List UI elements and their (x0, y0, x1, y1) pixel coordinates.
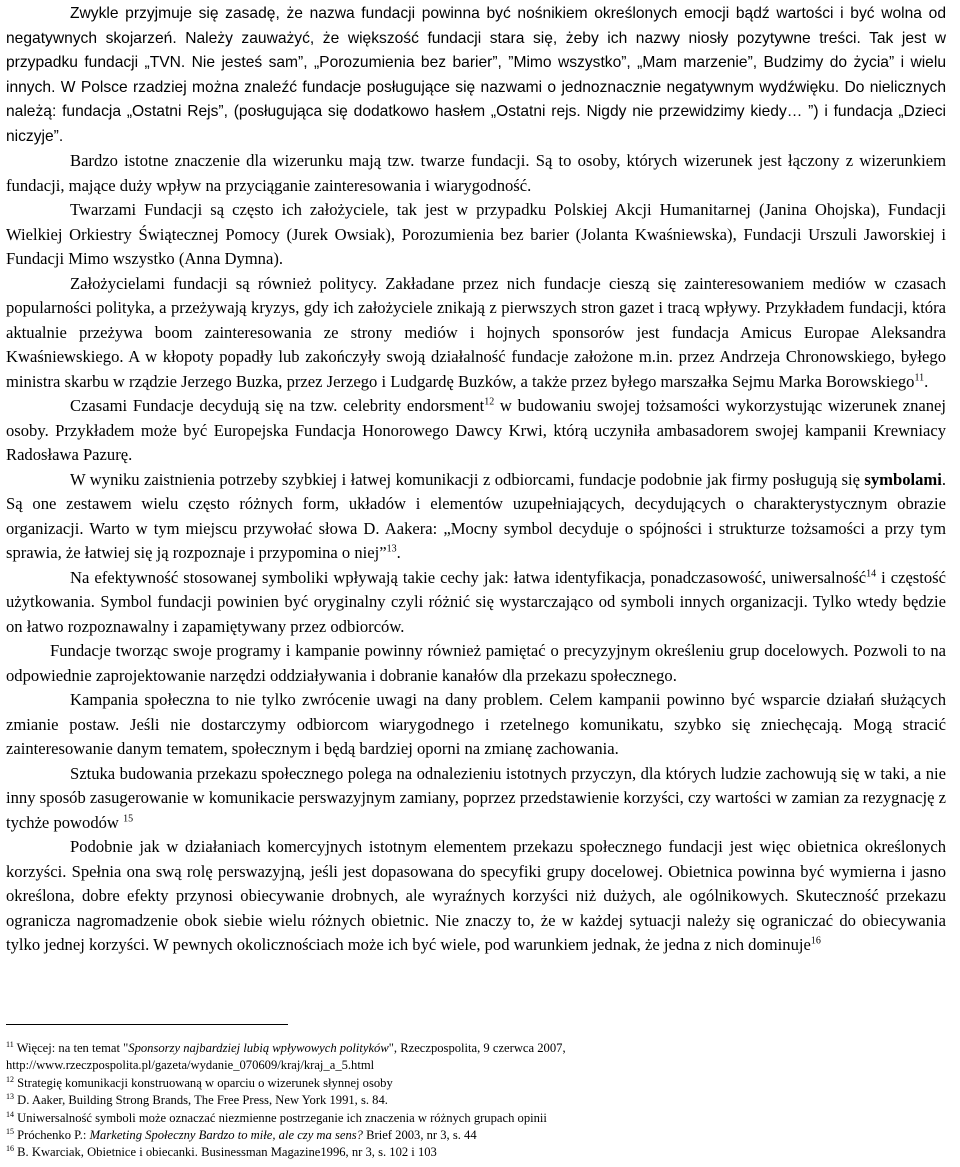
paragraph-message-art (6, 762, 946, 836)
paragraph-text: . Są one zestawem wielu często różnych form, układów i elementów uzupełniających, decydujących o charakterystycznym obrazie organizacji. Warto w tym miejscu przywołać słowa D. Aakera: „Mocny symbol decyduje o spójności i strukturze tożsamości a przy tym sprawia, że łatwiej się ją rozpoznaje i przypomina o niej” (6, 469, 946, 562)
paragraph-text: Fundacje tworząc swoje programy i kampanie powinny również pamiętać o precyzyjnym określeniu grup docelowych. Pozwoli to na odpowiednie zaprojektowanie narzędzi oddziaływania i dobranie kanałów dla przekazu społecznego. (6, 641, 946, 685)
paragraph-text: Twarzami Fundacji są często ich założyciele, tak jest w przypadku Polskiej Akcji Humanitarnej (Janina Ohojska), Fundacji Wielkiej Orkiestry Świątecznej Pomocy (Jurek Owsiak), Porozumienia bez barier (Jolanta Kwaśniewska), Fundacji Urszuli Jaworskiej i Fundacji Mimo wszystko (Anna Dymna). (6, 200, 946, 268)
footnote-13 (6, 1092, 946, 1109)
paragraph-text: Bardzo istotne znaczenie dla wizerunku mają tzw. twarze fundacji. Są to osoby, których wizerunek jest łączony z wizerunkiem fundacji, mające duży wpływ na przyciąganie zainteresowania i wiarygodność. (6, 151, 946, 195)
footnote-italic-title: Sponsorzy najbardziej lubią wpływowych polityków (128, 1041, 389, 1055)
footnote-number: 14 (6, 1109, 14, 1119)
paragraph-promise (6, 835, 946, 958)
paragraph-text: Podobnie jak w działaniach komercyjnych istotnym elementem przekazu społecznego fundacji jest więc obietnica określonych korzyści. Spełnia ona swą rolę perswazyjną, jeśli jest dopasowana do specyfiki grupy docelowej. Obietnica powinna być wymierna i jasno określona, dobre efekty przynosi obiecywanie drobnych, ale wyraźnych korzyści niż dużych, ale ogólnikowych. Skuteczność przekazu ogranicza nagromadzenie obok siebie wielu różnych obietnic. Nie znaczy to, że w każdej sytuacji należy się ograniczać do obiecywania tylko jednej korzyści. W pewnych okolicznościach może ich być wiele, pod warunkiem jednak, że jedna z nich dominuje (6, 837, 946, 954)
paragraph-celebrity (6, 394, 946, 468)
footnote-11 (6, 1040, 946, 1057)
footnote-14 (6, 1110, 946, 1127)
footnote-15 (6, 1127, 946, 1144)
footnote-text: Uniwersalność symboli może oznaczać niezmienne postrzeganie ich znaczenia w różnych grupach opinii (14, 1110, 547, 1125)
paragraph-text: Kampania społeczna to nie tylko zwrócenie uwagi na dany problem. Celem kampanii powinno być wsparcie działań służących zmianie postaw. Jeśli nie dostarczymy odbiorcom wiarygodnego i rzetelnego komunikatu, szybko się zniechęcają. Mogą stracić zainteresowanie danym tematem, społecznym i będą bardziej oporni na zmianę zachowania. (6, 690, 946, 758)
footnote-number: 11 (6, 1039, 14, 1049)
footnote-12 (6, 1075, 946, 1092)
footnote-number: 12 (6, 1074, 14, 1084)
footnote-divider (6, 1024, 288, 1025)
footnote-text: Więcej: na ten temat " (13, 1041, 129, 1055)
paragraph-foundation-faces (6, 149, 946, 198)
footnote-number: 13 (6, 1092, 14, 1102)
footnote-text: D. Aaker, Building Strong Brands, The Free Press, New York 1991, s. 84. (14, 1093, 388, 1108)
footnote-text: ", Rzeczpospolita, 9 czerwca 2007, (388, 1041, 566, 1055)
footnote-ref-12[interactable]: 12 (484, 396, 495, 408)
paragraph-text: i częstość użytkowania. Symbol fundacji powinien być oryginalny czyli różnić się wystarczająco od symboli innych organizacji. Tylko wtedy będzie on łatwo rozpoznawalny i zapamiętywany przez odbiorców. (6, 567, 946, 636)
footnote-text: Strategię komunikacji konstruowaną w oparciu o wizerunek słynnej osoby (14, 1075, 393, 1090)
footnote-ref-14[interactable]: 14 (866, 567, 877, 579)
footnote-ref-11[interactable]: 11 (914, 371, 925, 383)
paragraph-text: Założycielami fundacji są również politycy. Zakładane przez nich fundacje cieszą się zainteresowaniem mediów w czasach popularności polityka, a przeżywają kryzys, gdy ich założyciele znikają z pierwszych stron gazet i tracą wpływy. Przykładem fundacji, która aktualnie przeżywa boom zainteresowania ze strony mediów i hojnych sponsorów jest fundacja Amicus Europae Aleksandra Kwaśniewskiego. A w kłopoty popadły lub zakończyły swoją działalność fundacje założone m.in. przez Andrzeja Chronowskiego, byłego ministra skarbu w rządzie Jerzego Buzka, przez Jerzego i Ludgardę Buzków, a także przez byłego marszałka Sejmu Marka Borowskiego (6, 273, 946, 391)
paragraph-end: . (396, 543, 401, 562)
paragraph-symbols (6, 468, 946, 566)
footnote-number: 16 (6, 1144, 14, 1154)
footnote-text: Próchenko P.: (14, 1128, 90, 1143)
footnote-link[interactable]: http://www.rzeczpospolita.pl/gazeta/wydanie_070609/kraj/kraj_a_5.html (6, 1058, 375, 1073)
paragraph-text: Sztuka budowania przekazu społecznego polega na odnalezieniu istotnych przyczyn, dla których ludzie zachowują się w taki, a nie inny sposób zasugerowanie w komunikacie perswazyjnym zamiany, poprzez przedstawienie korzyści, czy wartości w zamian za rezygnację z tychże powodów (6, 763, 946, 832)
footnote-number: 15 (6, 1126, 14, 1136)
paragraph-text: Zwykle przyjmuje się zasadę, że nazwa fundacji powinna być nośnikiem określonych emocji bądź wartości i być wolna od negatywnych skojarzeń. Należy zauważyć, że większość fundacji stara się, żeby ich nazwy niosły pozytywne treści. Tak jest w przypadku fundacji „TVN. Nie jesteś sam”, „Porozumienia bez barier”, ”Mimo wszystko”, „Mam marzenie”, Budzimy do życia” i wielu innych. W Polsce rzadziej można znaleźć fundacje posługujące się nazwami o jednoznacznie negatywnym wydźwięku. Do nielicznych należą: fundacja „Ostatni Rejs”, (posługująca się dodatkowo hasłem „Ostatni rejs. Nigdy nie przewidzimy kiedy… ”) i fundacja „Dzieci niczyje”. (6, 5, 946, 145)
bold-term: symbolami (864, 469, 942, 489)
paragraph-founders (6, 198, 946, 272)
footnote-text: Brief 2003, nr 3, s. 44 (362, 1128, 477, 1143)
paragraph-end: . (924, 371, 929, 391)
paragraph-target-groups (6, 639, 946, 688)
footnote-16 (6, 1144, 946, 1161)
paragraph-text: W wyniku zaistnienia potrzeby szybkiej i łatwej komunikacji z odbiorcami, fundacje podobnie jak firmy posługują się (70, 469, 865, 489)
paragraph-social-campaign (6, 688, 946, 762)
paragraph-politicians (6, 272, 946, 395)
footnote-ref-15[interactable]: 15 (123, 812, 134, 824)
footnote-ref-13[interactable]: 13 (386, 543, 397, 555)
footnote-text: B. Kwarciak, Obietnice i obiecanki. Businessman Magazine1996, nr 3, s. 102 i 103 (14, 1145, 437, 1160)
footnote-ref-16[interactable]: 16 (810, 935, 821, 947)
paragraph-text: Na efektywność stosowanej symboliki wpływają takie cechy jak: łatwa identyfikacja, ponadczasowość, uniwersalność (70, 567, 867, 587)
paragraph-foundation-names (6, 2, 946, 149)
footnote-italic-title: Marketing Społeczny Bardzo to miłe, ale czy ma sens? (89, 1128, 363, 1143)
paragraph-text: w budowaniu swojej tożsamości wykorzystując wizerunek znanej osoby. Przykładem może być Europejska Fundacja Honorowego Dawcy Krwi, którą uczyniła ambasadorem swojej kampanii Krewniacy Radosława Pazurę. (6, 396, 946, 464)
footnotes-section (6, 1040, 946, 1162)
paragraph-effectiveness (6, 566, 946, 640)
footnote-11-url (6, 1057, 946, 1074)
paragraph-text: Czasami Fundacje decydują się na tzw. celebrity endorsment (70, 396, 485, 415)
